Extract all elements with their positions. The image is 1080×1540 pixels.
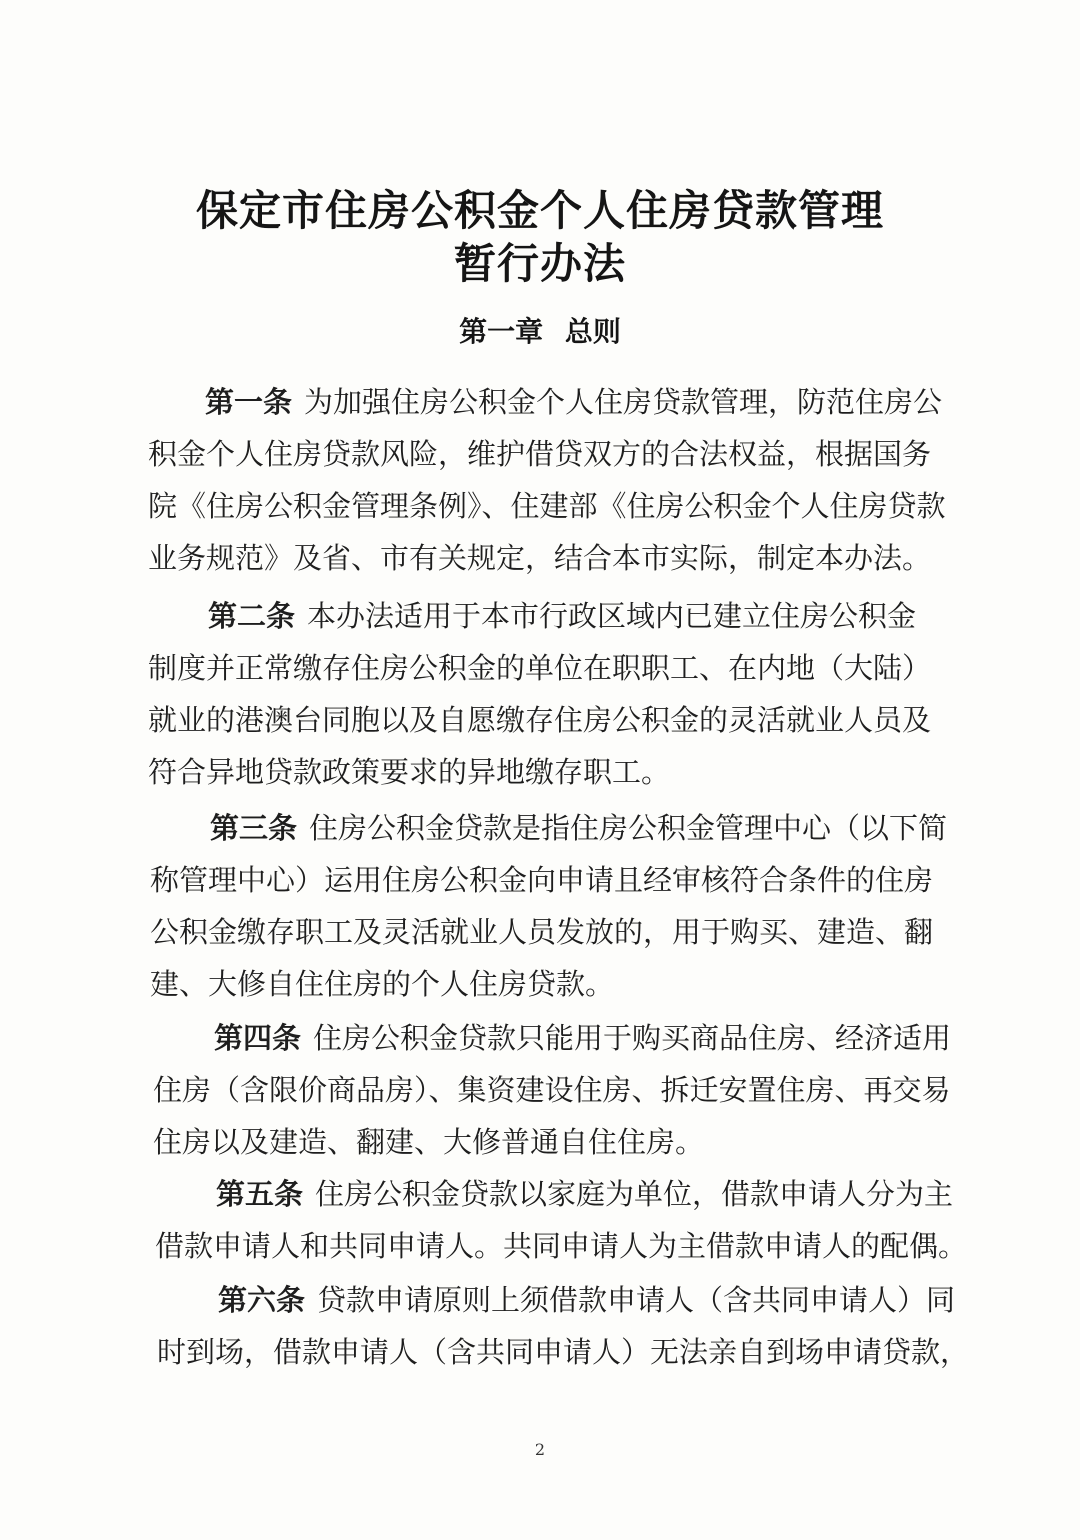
article-5-text-1: 住房公积金贷款以家庭为单位，借款申请人分为主 — [315, 1177, 954, 1211]
document-title-line2: 暂行办法 — [453, 239, 626, 288]
article-1-line-1 — [205, 382, 942, 422]
article-4-line-3: 住房以及建造、翻建、大修普通自住住房。 — [153, 1125, 705, 1159]
article-3-text-1: 住房公积金贷款是指住房公积金管理中心（以下简 — [309, 811, 948, 845]
article-2-text-1: 本办法适用于本市行政区域内已建立住房公积金 — [307, 599, 917, 633]
document-title-line1: 保定市住房公积金个人住房贷款管理 — [195, 186, 884, 235]
article-3-line-1 — [210, 808, 947, 848]
article-5-line-2: 借款申请人和共同申请人。共同申请人为主借款申请人的配偶。 — [155, 1229, 968, 1263]
article-1-text-1: 为加强住房公积金个人住房贷款管理，防范住房公 — [304, 385, 943, 419]
page-number: 2 — [534, 1440, 546, 1459]
article-2-line-4: 符合异地贷款政策要求的异地缴存职工。 — [148, 755, 671, 789]
article-4-line-1 — [214, 1018, 951, 1058]
article-6-heading: 第六条 — [218, 1283, 306, 1317]
article-2-heading: 第二条 — [208, 599, 296, 633]
article-1-line-2: 积金个人住房贷款风险，维护借贷双方的合法权益，根据国务 — [148, 437, 932, 471]
article-4-line-2: 住房（含限价商品房）、集资建设住房、拆迁安置住房、再交易 — [153, 1073, 951, 1107]
article-5-heading: 第五条 — [216, 1177, 304, 1211]
article-3-line-3: 公积金缴存职工及灵活就业人员发放的，用于购买、建造、翻 — [150, 915, 934, 949]
chapter-name: 总则 — [564, 315, 621, 348]
article-2-line-2: 制度并正常缴存住房公积金的单位在职职工、在内地（大陆） — [148, 651, 932, 685]
chapter-heading — [0, 313, 1080, 351]
article-6-text-1: 贷款申请原则上须借款申请人（含共同申请人）同 — [317, 1283, 956, 1317]
article-1-heading: 第一条 — [205, 385, 293, 419]
article-1-line-4: 业务规范》及省、市有关规定，结合本市实际，制定本办法。 — [148, 541, 932, 575]
article-5-line-1 — [216, 1174, 953, 1214]
article-1-line-3: 院《住房公积金管理条例》、住建部《住房公积金个人住房贷款 — [148, 489, 946, 523]
article-2-line-1 — [208, 596, 916, 636]
article-4-heading: 第四条 — [214, 1021, 302, 1055]
article-3-line-2: 称管理中心）运用住房公积金向申请且经审核符合条件的住房 — [150, 863, 934, 897]
article-2-line-3: 就业的港澳台同胞以及自愿缴存住房公积金的灵活就业人员及 — [148, 703, 932, 737]
article-6-line-1 — [218, 1280, 955, 1320]
chapter-number: 第一章 — [459, 315, 544, 348]
article-4-text-1: 住房公积金贷款只能用于购买商品住房、经济适用 — [313, 1021, 952, 1055]
article-3-heading: 第三条 — [210, 811, 298, 845]
article-3-line-4: 建、大修自住住房的个人住房贷款。 — [150, 967, 615, 1001]
article-6-line-2: 时到场，借款申请人（含共同申请人）无法亲自到场申请贷款， — [157, 1335, 970, 1369]
